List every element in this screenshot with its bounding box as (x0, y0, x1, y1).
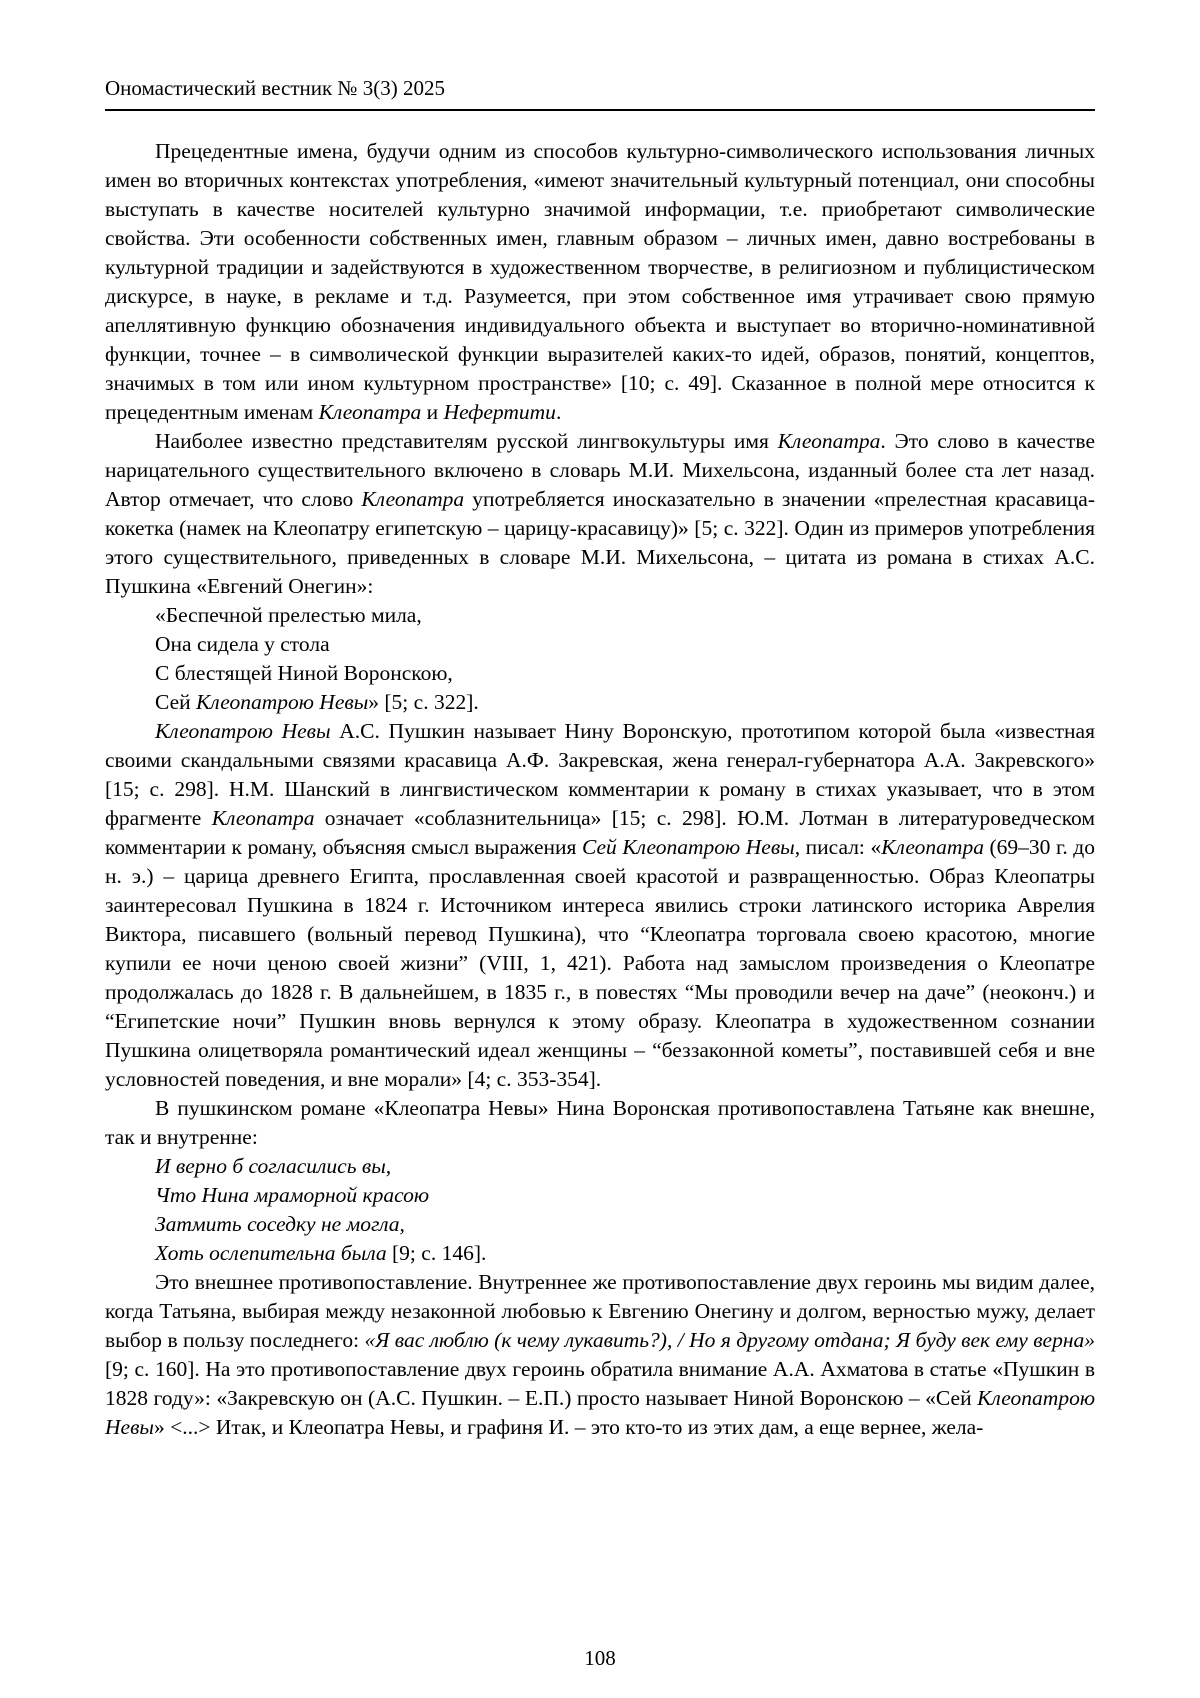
body-text: Она сидела у стола (155, 632, 330, 656)
verse-line (155, 688, 1095, 717)
body-text: употребляется иносказательно в значении «прелестная красавица-кокетка (намек на Клеопатру египетскую – царицу-красавицу)» [5; с. 322]. Один из примеров употребления этого существительного, приведенных в словаре М.И. Михельсона, – цитата из романа в стихах А.С. Пушкина «Евгений Онегин»: (105, 487, 1095, 598)
body-text: [9; с. 160]. На это противопоставление двух героинь обратила внимание А.А. Ахматова в статье «Пушкин в 1828 году»: «Закревскую он (А.С. Пушкин. – Е.П.) просто называет Ниной Воронскою – «Сей (105, 1357, 1095, 1410)
italic-text: Затмить соседку не могла, (155, 1212, 405, 1236)
verse-line (155, 659, 1095, 688)
italic-text: Клеопатрою Невы (196, 690, 369, 714)
body-text: Это внешнее противопоставление. Внутреннее же противопоставление двух героинь мы видим далее, когда Татьяна, выбирая между незаконной любовью к Евгению Онегину и долгом, верностью мужу, делает выбор в пользу последнего: (105, 1270, 1095, 1352)
page-footer (0, 1646, 1200, 1671)
body-text: . (555, 400, 562, 424)
body-text: » [5; с. 322]. (368, 690, 479, 714)
italic-text: Клеопатрою Невы (105, 1386, 1095, 1439)
body-text: «Беспечной прелестью мила, (155, 603, 422, 627)
body-text: . Это слово в качестве нарицательного существительного включено в словарь М.И. Михельсона, изданный более ста лет назад. Автор отмечает, что слово (105, 429, 1095, 511)
italic-text: Клеопатра (777, 429, 881, 453)
italic-text: Клеопатрою Невы (155, 719, 331, 743)
body-text: (69–30 г. до н. э.) – царица древнего Египта, прославленная своей красотой и развращенностью. Образ Клеопатры заинтересовал Пушкина в 1824 г. Источником интереса явились строки латинского историка Аврелия Виктора, писавшего (вольный перевод Пушкина), что “Клеопатра торговала своею красотою, многие купили ее ночи ценою своей жизни” (VIII, 1, 421). Работа над замыслом произведения о Клеопатре продолжалась до 1828 г. В дальнейшем, в 1835 г., в повестях “Мы проводили вечер на даче” (неоконч.) и “Египетские ночи” Пушкин вновь вернулся к этому образу. Клеопатра в художественном сознании Пушкина олицетворяла романтический идеал женщины – “беззаконной кометы”, поставившей себя и вне условностей поведения, и вне морали» [4; с. 353-354]. (105, 835, 1095, 1091)
body-text: Прецедентные имена, будучи одним из способов культурно-символического использования личных имен во вторичных контекстах употребления, «имеют значительный культурный потенциал, они способны выступать в качестве носителей культурно значимой информации, т.е. приобретают символические свойства. Эти особенности собственных имен, главным образом – личных имен, давно востребованы в культурной традиции и задействуются в художественном творчестве, в религиозном и публицистическом дискурсе, в науке, в рекламе и т.д. Разумеется, при этом собственное имя утрачивает свою прямую апеллятивную функцию обозначения индивидуального объекта и выступает во вторично-номинативной функции, точнее – в символической функции выразителей каких-то идей, образов, понятий, концептов, значимых в том или ином культурном пространстве» [10; с. 49]. Сказанное в полной мере относится к прецедентным именам (105, 139, 1095, 424)
body-text: Сей (155, 690, 197, 714)
italic-text: Клеопатра (881, 835, 984, 859)
italic-text: Сей Клеопатрою Невы, (582, 835, 801, 859)
content-area (105, 76, 1095, 1442)
body-text: и (421, 400, 444, 424)
italic-text: «Я вас люблю (к чему лукавить?), / Но я другому отдана; Я буду век ему верна» (364, 1328, 1095, 1352)
paragraph (105, 717, 1095, 1094)
paragraph (105, 427, 1095, 601)
page-number: 108 (584, 1646, 616, 1670)
running-head (105, 76, 1095, 111)
body-text: » <...> Итак, и Клеопатра Невы, и графиня И. – это кто-то из этих дам, а еще вернее, жела- (153, 1415, 984, 1439)
verse-block (155, 1152, 1095, 1268)
italic-text: И верно б согласились вы, (155, 1154, 392, 1178)
journal-title: Ономастический вестник № 3(3) 2025 (105, 76, 445, 100)
body-text: [9; с. 146]. (386, 1241, 487, 1265)
italic-text: Клеопатра (361, 487, 465, 511)
body-text: Наиболее известно представителям русской лингвокультуры имя (155, 429, 778, 453)
body-text: В пушкинском романе «Клеопатра Невы» Нина Воронская противопоставлена Татьяне как внешне, так и внутренне: (105, 1096, 1095, 1149)
verse-block (155, 601, 1095, 717)
italic-text: Клеопатра (318, 400, 422, 424)
verse-line (155, 1152, 1095, 1181)
italic-text: Клеопатра (211, 806, 315, 830)
verse-line (155, 1210, 1095, 1239)
body-text: А.С. Пушкин называет Нину Воронскую, прототипом которой была «известная своими скандальными связями красавица А.Ф. Закревская, жена генерал-губернатора А.А. Закревского» [15; с. 298]. Н.М. Шанский в лингвистическом комментарии к роману в стихах указывает, что в этом фрагменте (105, 719, 1095, 830)
paragraph (105, 1268, 1095, 1442)
document-content (105, 137, 1095, 1442)
verse-line (155, 1239, 1095, 1268)
italic-text: Хоть ослепительна была (155, 1241, 387, 1265)
paragraph (105, 137, 1095, 427)
verse-line (155, 630, 1095, 659)
body-text: означает «соблазнительница» [15; с. 298]. Ю.М. Лотман в литературоведческом комментарии к роману, объясняя смысл выражения (105, 806, 1096, 859)
body-text: С блестящей Ниной Воронскою, (155, 661, 453, 685)
paragraph (105, 1094, 1095, 1152)
verse-line (155, 1181, 1095, 1210)
verse-line (155, 601, 1095, 630)
italic-text: Нефертити (443, 400, 556, 424)
body-text: писал: « (800, 835, 882, 859)
italic-text: Что Нина мраморной красою (155, 1183, 429, 1207)
